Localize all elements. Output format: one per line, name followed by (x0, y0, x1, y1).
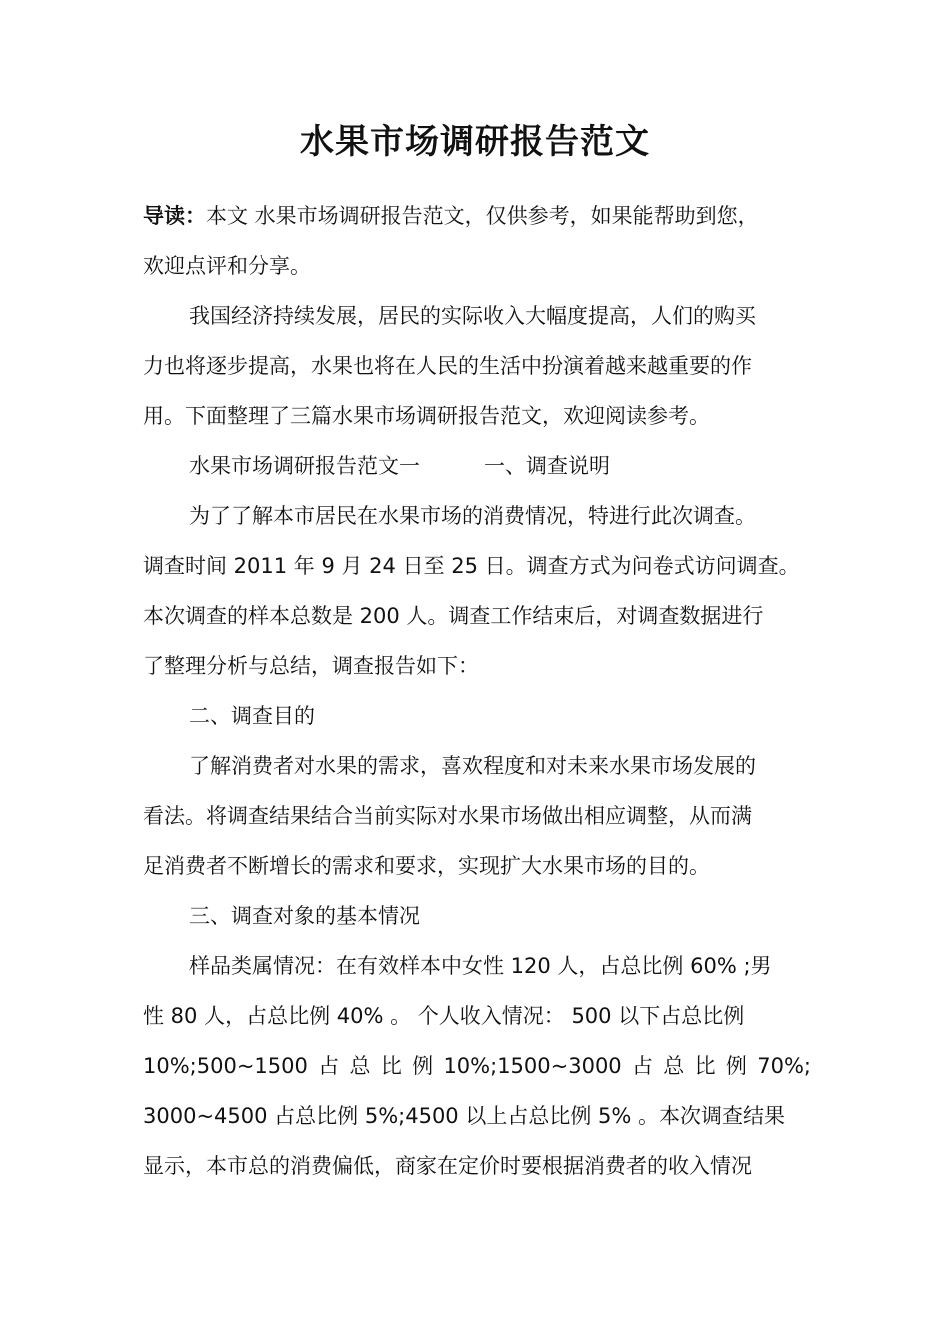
section-one-heading-left: 水果市场调研报告范文一 (189, 454, 420, 478)
line-3-part: 比 (694, 1054, 716, 1078)
section-three-heading: 三、调查对象的基本情况 (189, 904, 420, 928)
line-3-part: 占 (631, 1054, 653, 1078)
lead-line-2: 欢迎点评和分享。 (143, 254, 311, 278)
paragraph-1-line-3: 用。下面整理了三篇水果市场调研报告范文，欢迎阅读参考。 (143, 404, 710, 428)
line-3-part: 例 (412, 1054, 434, 1078)
section-one-heading (143, 441, 811, 491)
paragraph-3-line-3: 足消费者不断增长的需求和要求，实现扩大水果市场的目的。 (143, 854, 710, 878)
paragraph-4-line-2: 性 80 人，占总比例 40% 。 个人收入情况： 500 以下占总比例 (143, 1004, 745, 1028)
line-3-part: 70%; (757, 1054, 811, 1078)
line-3-part: 10%;500~1500 (143, 1054, 308, 1078)
section-one-heading-right: 一、调查说明 (484, 454, 610, 478)
section-two-heading: 二、调查目的 (189, 704, 315, 728)
line-3-part: 总 (349, 1054, 371, 1078)
paragraph-4-line-1: 样品类属情况：在有效样本中女性 120 人，占总比例 60% ;男 (189, 954, 772, 978)
paragraph-3-line-2: 看法。将调查结果结合当前实际对水果市场做出相应调整，从而满 (143, 804, 752, 828)
paragraph-1-line-1: 我国经济持续发展，居民的实际收入大幅度提高，人们的购买 (189, 304, 756, 328)
lead-label: 导读： (143, 204, 206, 228)
lead-text-1: 本文 水果市场调研报告范文，仅供参考，如果能帮助到您， (206, 204, 759, 228)
paragraph-2-line-3: 本次调查的样本总数是 200 人。调查工作结束后，对调查数据进行 (143, 604, 764, 628)
line-3-part: 总 (663, 1054, 685, 1078)
document-body (143, 191, 811, 1191)
paragraph-4-line-4: 3000~4500 占总比例 5%;4500 以上占总比例 5% 。本次调查结果 (143, 1104, 786, 1128)
paragraph-1-line-2: 力也将逐步提高，水果也将在人民的生活中扮演着越来越重要的作 (143, 354, 752, 378)
lead-line-1 (143, 191, 811, 241)
document-title: 水果市场调研报告范文 (300, 122, 650, 162)
line-3-part: 占 (318, 1054, 340, 1078)
paragraph-2-line-2: 调查时间 2011 年 9 月 24 日至 25 日。调查方式为问卷式访问调查。 (143, 554, 800, 578)
paragraph-2-line-4: 了整理分析与总结，调查报告如下： (143, 654, 479, 678)
paragraph-4-line-5: 显示，本市总的消费偏低，商家在定价时要根据消费者的收入情况 (143, 1154, 752, 1178)
line-3-part: 比 (380, 1054, 402, 1078)
paragraph-2-line-1: 为了了解本市居民在水果市场的消费情况，特进行此次调查。 (189, 504, 756, 528)
line-3-part: 例 (725, 1054, 747, 1078)
paragraph-3-line-1: 了解消费者对水果的需求，喜欢程度和对未来水果市场发展的 (189, 754, 756, 778)
line-3-part: 10%;1500~3000 (443, 1054, 622, 1078)
paragraph-4-line-3 (143, 1041, 811, 1091)
